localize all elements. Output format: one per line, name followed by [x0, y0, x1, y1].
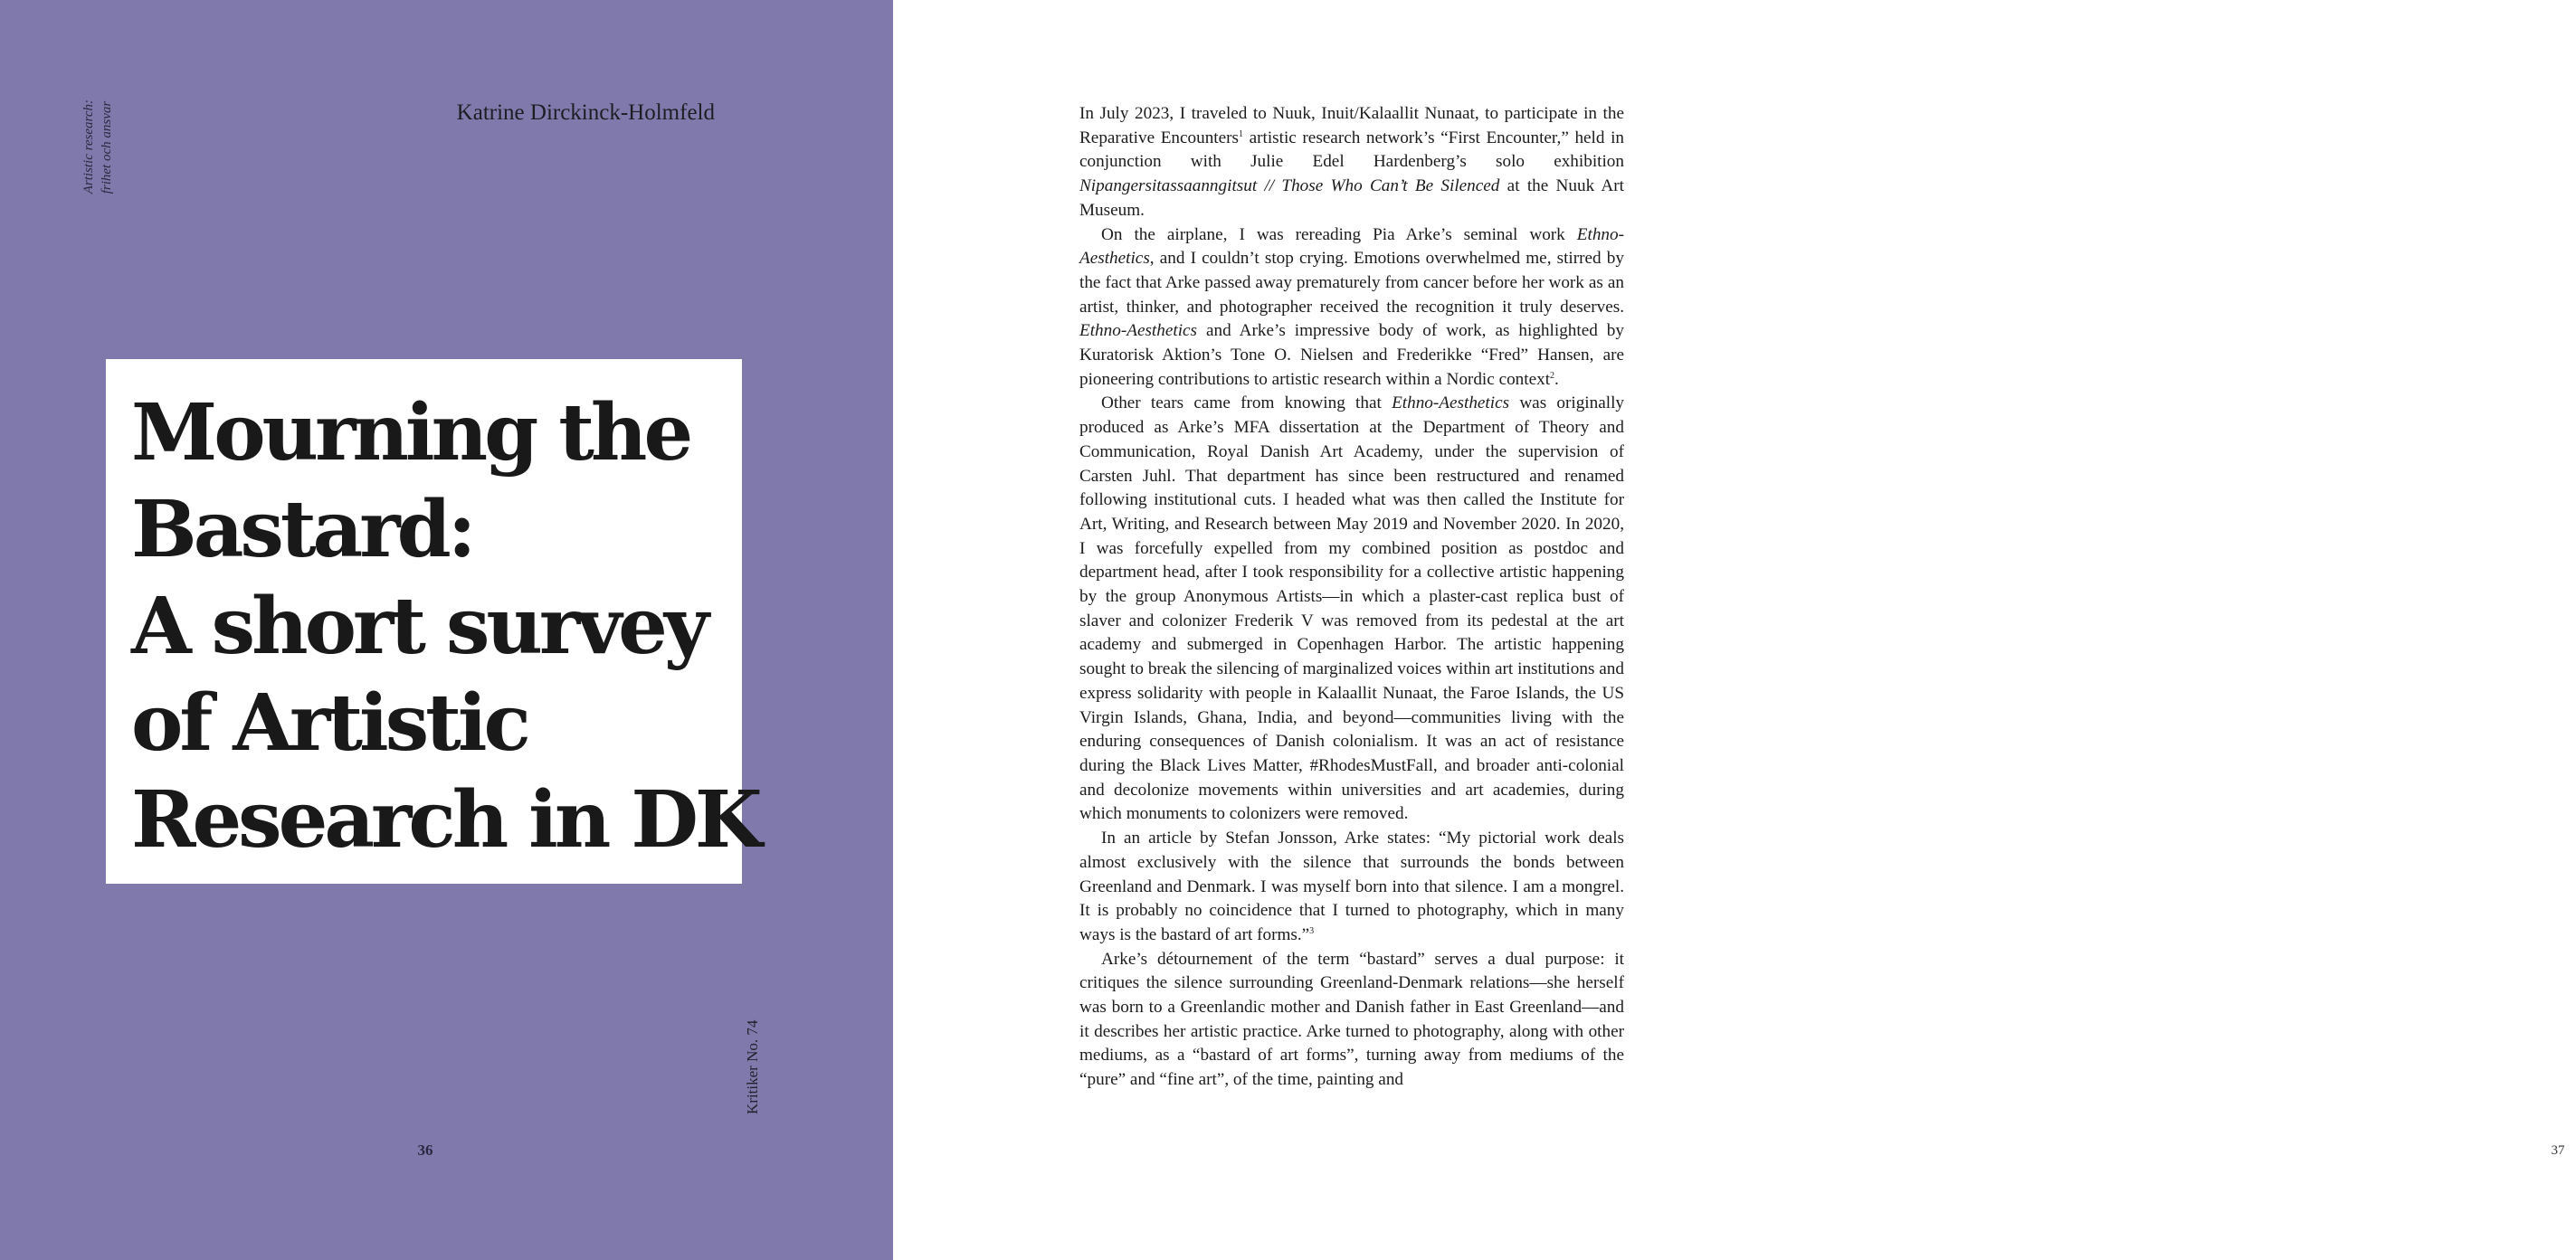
text-run: was originally produced as Arke’s MFA dissertation at the Department of Theory and Communication, Royal Danish Art Academy, under the supervision of Carsten Juhl. That department has since been restructured and renamed following institutional cuts. I headed what was then called the Institute for Art, Writing, and Research between May 2019 and November 2020. In 2020, I was forcefully expelled from my combined position as postdoc and department head, after I took responsibility for a collective artistic happening by the group Anonymous Artists—in which a plaster-cast replica bust of slaver and colonizer Frederik V was removed from its pedestal at the art academy and submerged in Copenhagen Harbor. The artistic happening sought to break the silencing of marginalized voices within art institutions and express solidarity with people in Kalaallit Nunaat, the Faroe Islands, the US Virgin Islands, Ghana, India, and beyond—communities living with the enduring consequences of Danish colonialism. It was an act of resistance during the Black Lives Matter, #RhodesMustFall, and broader anti-colonial and decolonize movements within universities and art academies, during which monuments to colonizers were removed. [1079, 393, 1625, 824]
footnote-marker: 1 [1239, 128, 1244, 139]
text-run: Ethno-Aesthetics [1392, 393, 1510, 413]
author-name: Katrine Dirckinck-Holmfeld [456, 100, 715, 125]
text-run: . [1554, 369, 1559, 389]
text-run: , and I couldn’t stop crying. Emotions overwhelmed me, stirred by the fact that Arke passed away prematurely from cancer before her work as an artist, thinker, and photographer received the recognition it truly deserves. [1079, 249, 1624, 317]
page-number-left: 36 [417, 1142, 433, 1159]
text-run: artistic research network’s “First Encounter,” held in conjunction with Julie Edel Hardenberg’s solo exhibition [1079, 128, 1624, 172]
page-number-right: 37 [2551, 1143, 2565, 1158]
text-run: On the airplane, I was rereading Pia Arke’s seminal work [1101, 224, 1577, 244]
text-run: at the Nuuk Art Museum. [1079, 176, 1624, 220]
paragraph-3 [1079, 392, 1624, 827]
title-line-4: of Artistic [131, 677, 528, 769]
text-run: In July 2023, I traveled to Nuuk, Inuit/Kalaallit Nunaat, to participate in the Reparative Encounters [1079, 104, 1624, 147]
text-run: and Arke’s impressive body of work, as highlighted by Kuratorisk Aktion’s Tone O. Nielsen and Frederikke “Fred” Hansen, are pioneering contributions to artistic research within a Nordic context [1079, 321, 1624, 389]
title-line-2: Bastard: [131, 484, 473, 575]
text-run: Arke’s détournement of the term “bastard” serves a dual purpose: it critiques the silence surrounding Greenland-Denmark relations—she herself was born to a Greenlandic mother and Danish father in East Greenland—and it describes her artistic practice. Arke turned to photography, along with other mediums, as a “bastard of art forms”, turning away from mediums of the “pure” and “fine art”, of the time, painting and [1079, 949, 1624, 1090]
title-box [106, 359, 759, 884]
series-label-line-1: Artistic research: [81, 99, 96, 194]
text-run: Ethno-Aesthetics [1079, 224, 1624, 269]
article-body [1079, 102, 1624, 1093]
series-label [80, 99, 116, 194]
title-line-3: A short survey [131, 581, 706, 672]
series-label-line-2: frihet och ansvar [100, 100, 114, 194]
text-run: In an article by Stefan Jonsson, Arke states: “My pictorial work deals almost exclusively with the silence that surrounds the bonds between Greenland and Denmark. I was myself born into that silence. I am a mongrel. It is probably no coincidence that I turned to photography, which in many ways is the bastard of art forms.” [1079, 829, 1624, 944]
paragraph-4 [1079, 827, 1624, 948]
title-line-1: Mourning the [131, 387, 690, 478]
text-run: Other tears came from knowing that [1101, 393, 1393, 413]
footnote-marker: 2 [1550, 370, 1555, 381]
footnote-marker: 3 [1309, 925, 1315, 936]
journal-label: Kritiker No. 74 [744, 1019, 761, 1114]
paragraph-1 [1079, 102, 1624, 223]
text-run: Nipangersitassaanngitsut // Those Who Can’t Be Silenced [1079, 176, 1500, 196]
left-page [0, 0, 893, 1260]
paragraph-2 [1079, 223, 1624, 393]
text-run: Ethno-Aesthetics [1079, 321, 1198, 341]
paragraph-5 [1079, 948, 1624, 1093]
title-line-5: Research in DK [131, 774, 759, 866]
